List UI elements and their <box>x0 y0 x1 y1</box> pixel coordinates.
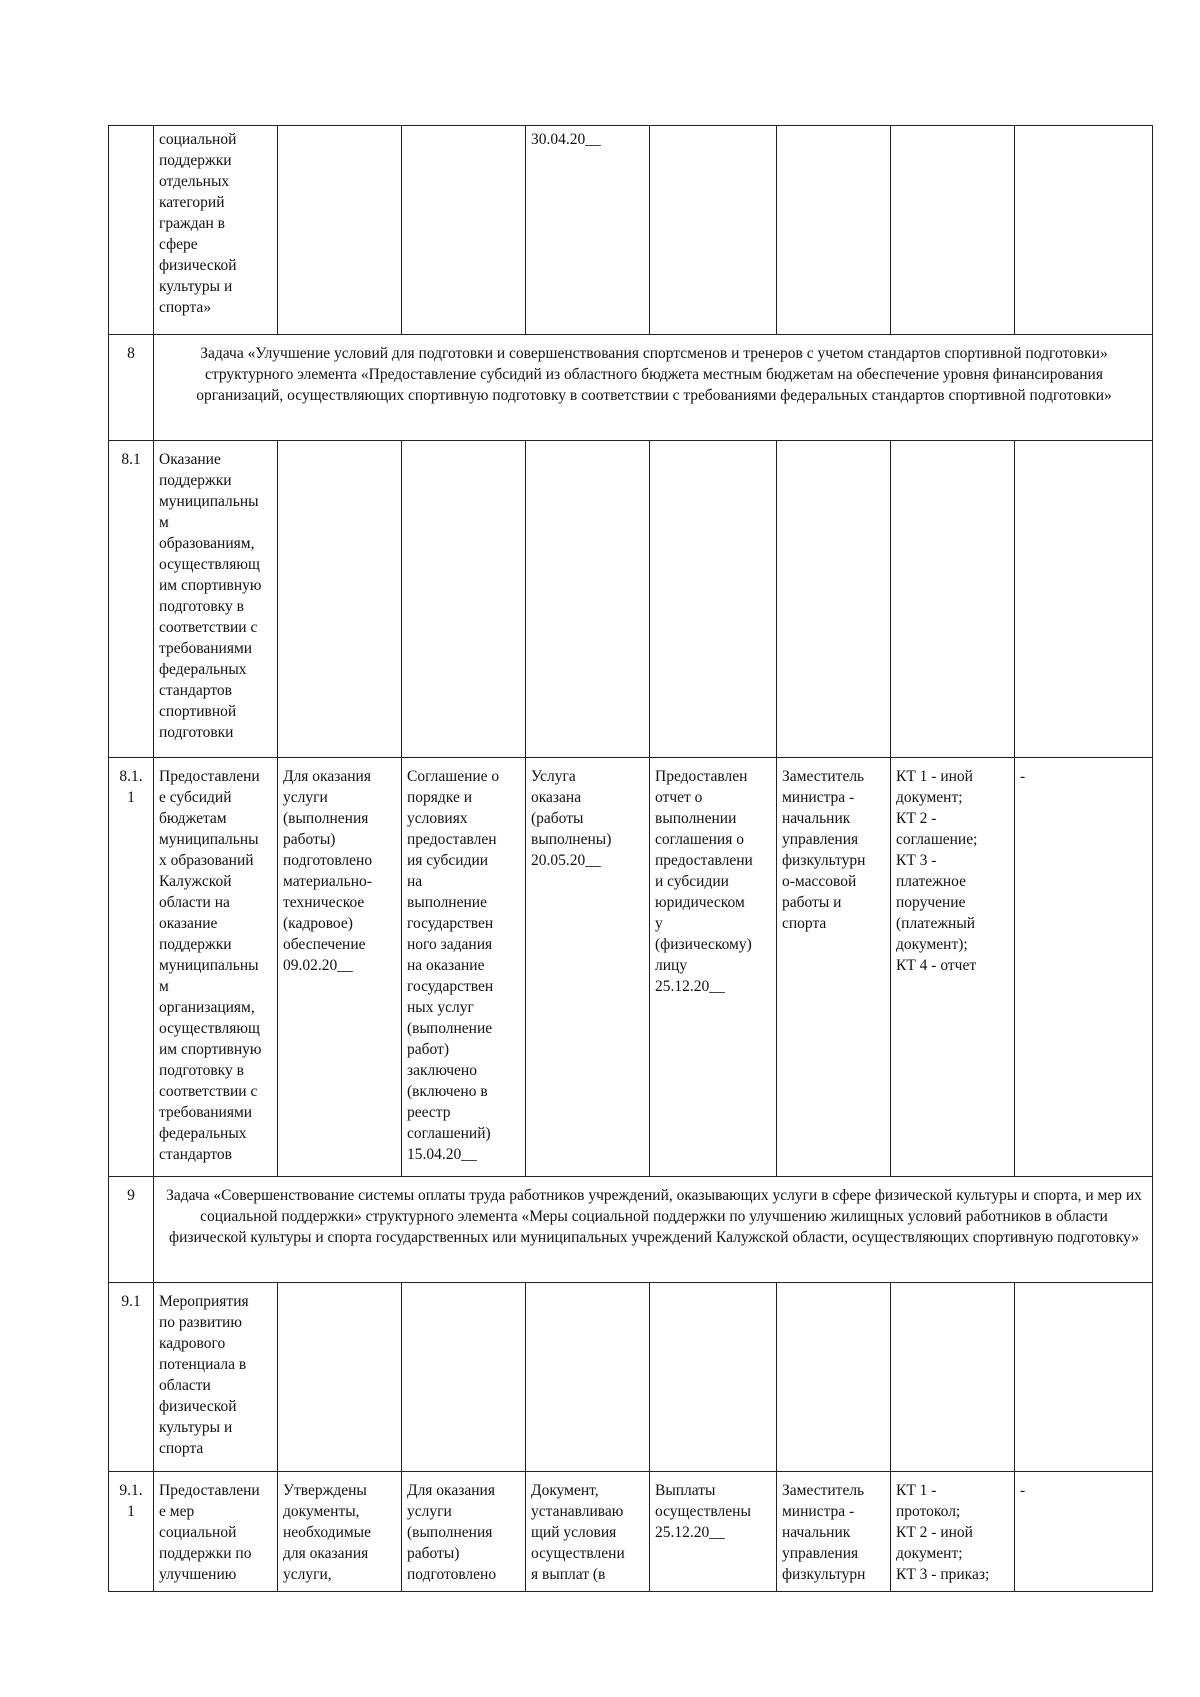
row-number <box>109 126 154 335</box>
control-point-1-cell <box>278 126 402 335</box>
info-system-cell: - <box>1015 758 1153 1177</box>
control-point-2-cell <box>402 126 526 335</box>
control-point-2-cell <box>402 1283 526 1472</box>
task-description: Задача «Совершенствование системы оплаты труда работников учреждений, оказывающих услуги в сфере физической культуры и спорта, и мер их социальной поддержки» структурного элемента «Меры социальной поддержки по улучшению жилищных условий работников в области физической культуры и спорта государственных или муниципальных учреждений Калужской области, осуществляющих спортивную подготовку» <box>154 1177 1153 1283</box>
row-number: 9.1 <box>109 1283 154 1472</box>
task-number: 8 <box>109 335 154 441</box>
control-point-4-cell: Предоставлен отчет о выполнении соглашения о предоставлени и субсидии юридическом у (физическому) лицу 25.12.20__ <box>650 758 777 1177</box>
event-name-cell: социальной поддержки отдельных категорий граждан в сфере физической культуры и спорта» <box>154 126 278 335</box>
row-number: 9.1. 1 <box>109 1472 154 1592</box>
documents-cell <box>891 1283 1015 1472</box>
control-point-1-cell: Утверждены документы, необходимые для оказания услуги, <box>278 1472 402 1592</box>
event-name-cell: Мероприятия по развитию кадрового потенциала в области физической культуры и спорта <box>154 1283 278 1472</box>
table-row <box>109 758 1153 1177</box>
documents-cell: КТ 1 - протокол; КТ 2 - иной документ; КТ 3 - приказ; <box>891 1472 1015 1592</box>
responsible-cell <box>777 1283 891 1472</box>
control-point-2-cell <box>402 441 526 758</box>
control-point-3-cell: Документ, устанавливаю щий условия осуществлени я выплат (в <box>526 1472 650 1592</box>
plan-table <box>108 125 1153 1592</box>
documents-cell <box>891 441 1015 758</box>
documents-cell <box>891 126 1015 335</box>
responsible-cell <box>777 126 891 335</box>
control-point-2-cell: Для оказания услуги (выполнения работы) подготовлено <box>402 1472 526 1592</box>
task-row <box>109 1177 1153 1283</box>
info-system-cell <box>1015 1283 1153 1472</box>
control-point-4-cell <box>650 1283 777 1472</box>
control-point-4-cell <box>650 441 777 758</box>
table-row <box>109 1472 1153 1592</box>
info-system-cell: - <box>1015 1472 1153 1592</box>
table-row <box>109 441 1153 758</box>
event-name-cell: Предоставлени е мер социальной поддержки по улучшению <box>154 1472 278 1592</box>
info-system-cell <box>1015 126 1153 335</box>
info-system-cell <box>1015 441 1153 758</box>
documents-cell: КТ 1 - иной документ; КТ 2 - соглашение; КТ 3 - платежное поручение (платежный документ); КТ 4 - отчет <box>891 758 1015 1177</box>
event-name-cell: Предоставлени е субсидий бюджетам муниципальны х образований Калужской области на оказание поддержки муниципальны м организациям, осуществляющ им спортивную подготовку в соответствии с требованиями федеральных стандартов <box>154 758 278 1177</box>
control-point-3-cell <box>526 441 650 758</box>
task-number: 9 <box>109 1177 154 1283</box>
task-row <box>109 335 1153 441</box>
table-row <box>109 1283 1153 1472</box>
row-number: 8.1 <box>109 441 154 758</box>
control-point-4-cell: Выплаты осуществлены 25.12.20__ <box>650 1472 777 1592</box>
control-point-3-cell: Услуга оказана (работы выполнены) 20.05.20__ <box>526 758 650 1177</box>
task-description: Задача «Улучшение условий для подготовки и совершенствования спортсменов и тренеров с учетом стандартов спортивной подготовки» структурного элемента «Предоставление субсидий из областного бюджета местным бюджетам на обеспечение уровня финансирования организаций, осуществляющих спортивную подготовку в соответствии с требованиями федеральных стандартов спортивной подготовки» <box>154 335 1153 441</box>
responsible-cell <box>777 441 891 758</box>
event-name-cell: Оказание поддержки муниципальны м образованиям, осуществляющ им спортивную подготовку в соответствии с требованиями федеральных стандартов спортивной подготовки <box>154 441 278 758</box>
responsible-cell: Заместитель министра - начальник управления физкультурн <box>777 1472 891 1592</box>
responsible-cell: Заместитель министра - начальник управления физкультурн о-массовой работы и спорта <box>777 758 891 1177</box>
control-point-1-cell <box>278 441 402 758</box>
control-point-1-cell <box>278 1283 402 1472</box>
control-point-3-cell: 30.04.20__ <box>526 126 650 335</box>
table-row <box>109 126 1153 335</box>
control-point-2-cell: Соглашение о порядке и условиях предоставлен ия субсидии на выполнение государствен ного задания на оказание государствен ных услуг (выполнение работ) заключено (включено в реестр соглашений) 15.04.20__ <box>402 758 526 1177</box>
control-point-4-cell <box>650 126 777 335</box>
control-point-3-cell <box>526 1283 650 1472</box>
row-number: 8.1. 1 <box>109 758 154 1177</box>
control-point-1-cell: Для оказания услуги (выполнения работы) подготовлено материально- техническое (кадровое) обеспечение 09.02.20__ <box>278 758 402 1177</box>
